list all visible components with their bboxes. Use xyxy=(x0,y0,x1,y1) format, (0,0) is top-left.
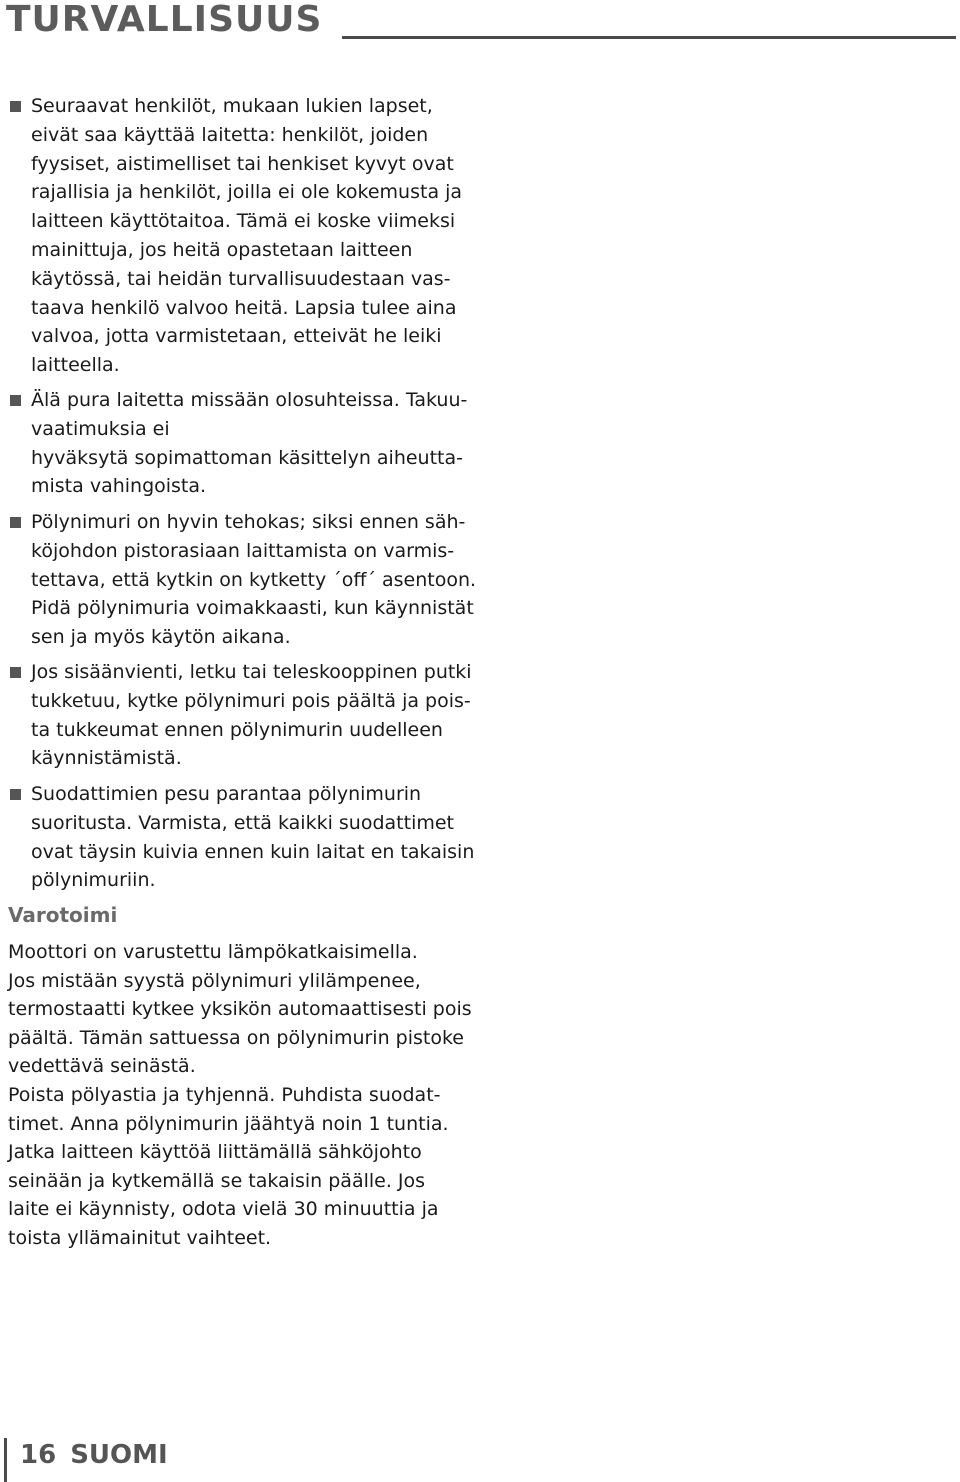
bullet-line: valvoa, jotta varmistetaan, etteivät he leiki xyxy=(31,325,442,348)
bullet-line: taava henkilö valvoo heitä. Lapsia tulee aina xyxy=(31,296,457,319)
caution-line: laite ei käynnisty, odota vielä 30 minuuttia ja xyxy=(8,1198,439,1221)
bullet-line: mainittuja, jos heitä opastetaan laitteen xyxy=(31,238,413,261)
bullet-line: tukketuu, kytke pölynimuri pois päältä ja pois- xyxy=(31,689,471,712)
footer-rule xyxy=(4,1438,7,1482)
bullet-line: rajallisia ja henkilöt, joilla ei ole kokemusta ja xyxy=(31,181,463,204)
page-number: 16 xyxy=(20,1440,57,1470)
bullet-item-4 xyxy=(8,658,472,773)
bullet-line: tettava, että kytkin on kytketty ´off´ asentoon. xyxy=(31,568,477,591)
caution-line: termostaatti kytkee yksikön automaattisesti pois xyxy=(8,998,472,1021)
bullet-line: pölynimuriin. xyxy=(31,869,156,892)
page-footer xyxy=(20,1437,168,1473)
bullet-line: köjohdon pistorasiaan laittamista on varmis- xyxy=(31,539,455,562)
section-heading-caution: Varotoimi xyxy=(8,903,118,927)
footer-language: SUOMI xyxy=(70,1440,168,1470)
caution-line: Jos mistään syystä pölynimuri ylilämpenee, xyxy=(8,969,421,992)
bullet-item-5 xyxy=(8,780,475,895)
bullet-line: ovat täysin kuivia ennen kuin laitat en takaisin xyxy=(31,840,475,863)
bullet-line: Jos sisäänvienti, letku tai teleskooppinen putki xyxy=(8,658,468,687)
caution-line: toista yllämainitut vaihteet. xyxy=(8,1226,272,1249)
bullet-line: mista vahingoista. xyxy=(31,475,207,498)
bullet-line: sen ja myös käytön aikana. xyxy=(31,626,291,649)
bullet-line: suoritusta. Varmista, että kaikki suodattimet xyxy=(31,811,455,834)
bullet-item-1 xyxy=(8,92,468,380)
bullet-item-3 xyxy=(8,508,477,652)
bullet-item-2 xyxy=(8,386,468,501)
bullet-line: laitteen käyttötaitoa. Tämä ei koske viimeksi xyxy=(31,210,456,233)
caution-paragraph xyxy=(8,938,478,1253)
bullet-line: Pidä pölynimuria voimakkaasti, kun käynnistät xyxy=(31,597,474,620)
bullet-line: ta tukkeumat ennen pölynimurin uudelleen xyxy=(31,718,443,741)
bullet-line: käytössä, tai heidän turvallisuudestaan vas- xyxy=(31,267,451,290)
bullet-line: fyysiset, aistimelliset tai henkiset kyvyt ovat xyxy=(31,152,454,175)
page-title: TURVALLISUUS xyxy=(6,0,323,40)
caution-line: Jatka laitteen käyttöä liittämällä sähköjohto xyxy=(8,1141,422,1164)
square-bullet-icon xyxy=(10,517,21,528)
caution-line: timet. Anna pölynimurin jäähtyä noin 1 tuntia. xyxy=(8,1112,449,1135)
caution-line: seinään ja kytkemällä se takaisin päälle. Jos xyxy=(8,1169,426,1192)
bullet-line: Pölynimuri on hyvin tehokas; siksi ennen säh- xyxy=(8,508,468,537)
bullet-line: käynnistämistä. xyxy=(31,747,182,770)
square-bullet-icon xyxy=(10,101,21,112)
title-rule xyxy=(342,36,956,39)
bullet-line: vaatimuksia ei xyxy=(31,417,170,440)
square-bullet-icon xyxy=(10,395,21,406)
square-bullet-icon xyxy=(10,789,21,800)
bullet-line: eivät saa käyttää laitetta: henkilöt, joiden xyxy=(31,123,429,146)
bullet-line: laitteella. xyxy=(31,354,120,377)
bullet-line: Suodattimien pesu parantaa pölynimurin xyxy=(8,780,468,809)
caution-line: päältä. Tämän sattuessa on pölynimurin pistoke xyxy=(8,1026,464,1049)
square-bullet-icon xyxy=(10,667,21,678)
bullet-line: Älä pura laitetta missään olosuhteissa. Takuu- xyxy=(8,386,468,415)
caution-line: Poista pölyastia ja tyhjennä. Puhdista suodat- xyxy=(8,1083,441,1106)
caution-line: vedettävä seinästä. xyxy=(8,1055,196,1078)
bullet-line: Seuraavat henkilöt, mukaan lukien lapset, xyxy=(8,92,468,121)
caution-line: Moottori on varustettu lämpökatkaisimella. xyxy=(8,941,418,963)
bullet-line: hyväksytä sopimattoman käsittelyn aiheutta- xyxy=(31,446,463,469)
